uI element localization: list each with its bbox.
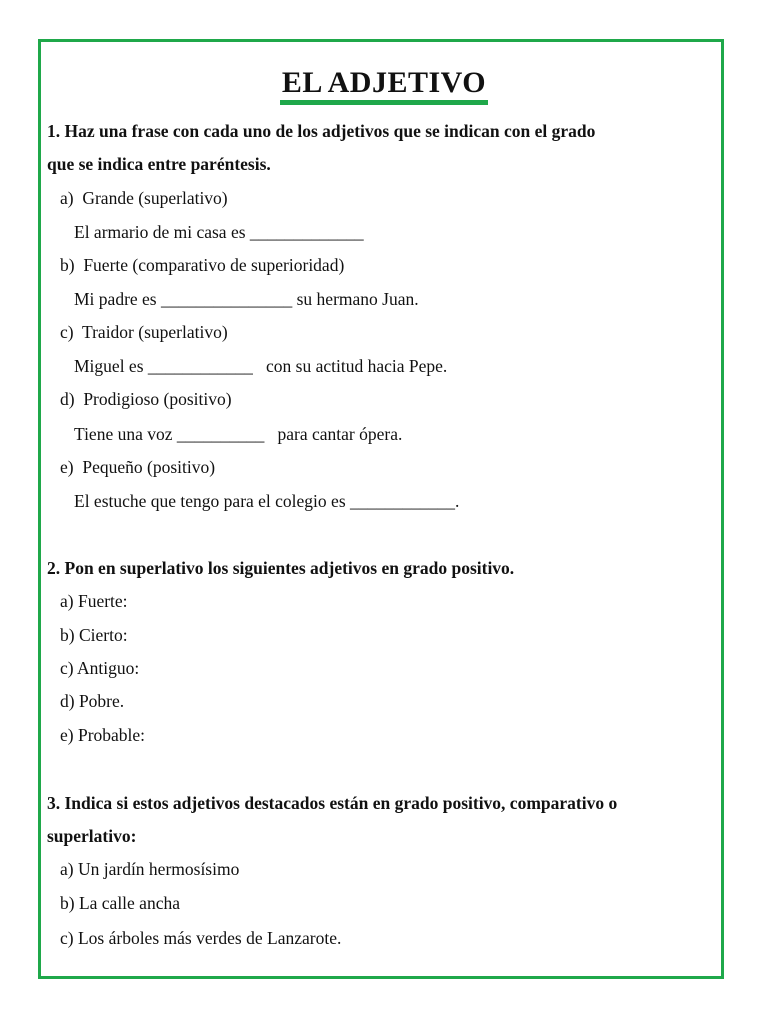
- section1-item-c-sentence: Miguel es ____________ con su actitud hacia Pepe.: [74, 356, 448, 376]
- section2-instruction: 2. Pon en superlativo los siguientes adjetivos en grado positivo.: [47, 558, 515, 578]
- section1-item-d-label: d) Prodigioso (positivo): [60, 389, 232, 409]
- section1-item-b-sentence: Mi padre es _______________ su hermano Juan.: [74, 289, 419, 309]
- page-title: EL ADJETIVO: [280, 66, 488, 105]
- section1-item-c-label: c) Traidor (superlativo): [60, 322, 228, 342]
- section1-item-a-sentence: El armario de mi casa es _____________: [74, 222, 364, 242]
- section3-item-c: c) Los árboles más verdes de Lanzarote.: [60, 928, 342, 948]
- section3-item-a: a) Un jardín hermosísimo: [60, 859, 240, 879]
- section1-item-e-sentence: El estuche que tengo para el colegio es ____________.: [74, 491, 460, 511]
- section2-item-a: a) Fuerte:: [60, 591, 128, 611]
- section2-item-d: d) Pobre.: [60, 691, 125, 711]
- section2-item-b: b) Cierto:: [60, 625, 128, 645]
- section1-item-d-sentence: Tiene una voz __________ para cantar ópera.: [74, 424, 403, 444]
- title-container: [0, 66, 768, 105]
- section3-instruction-line1: 3. Indica si estos adjetivos destacados están en grado positivo, comparativo o: [47, 793, 618, 813]
- section1-item-b-label: b) Fuerte (comparativo de superioridad): [60, 255, 345, 275]
- section2-item-e: e) Probable:: [60, 725, 146, 745]
- section1-item-a-label: a) Grande (superlativo): [60, 188, 228, 208]
- section1-item-e-label: e) Pequeño (positivo): [60, 457, 216, 477]
- section3-instruction-line2: superlativo:: [47, 826, 137, 846]
- section1-instruction-line1: 1. Haz una frase con cada uno de los adjetivos que se indican con el grado: [47, 121, 596, 141]
- section3-item-b: b) La calle ancha: [60, 893, 180, 913]
- section1-instruction-line2: que se indica entre paréntesis.: [47, 154, 271, 174]
- section2-item-c: c) Antiguo:: [60, 658, 140, 678]
